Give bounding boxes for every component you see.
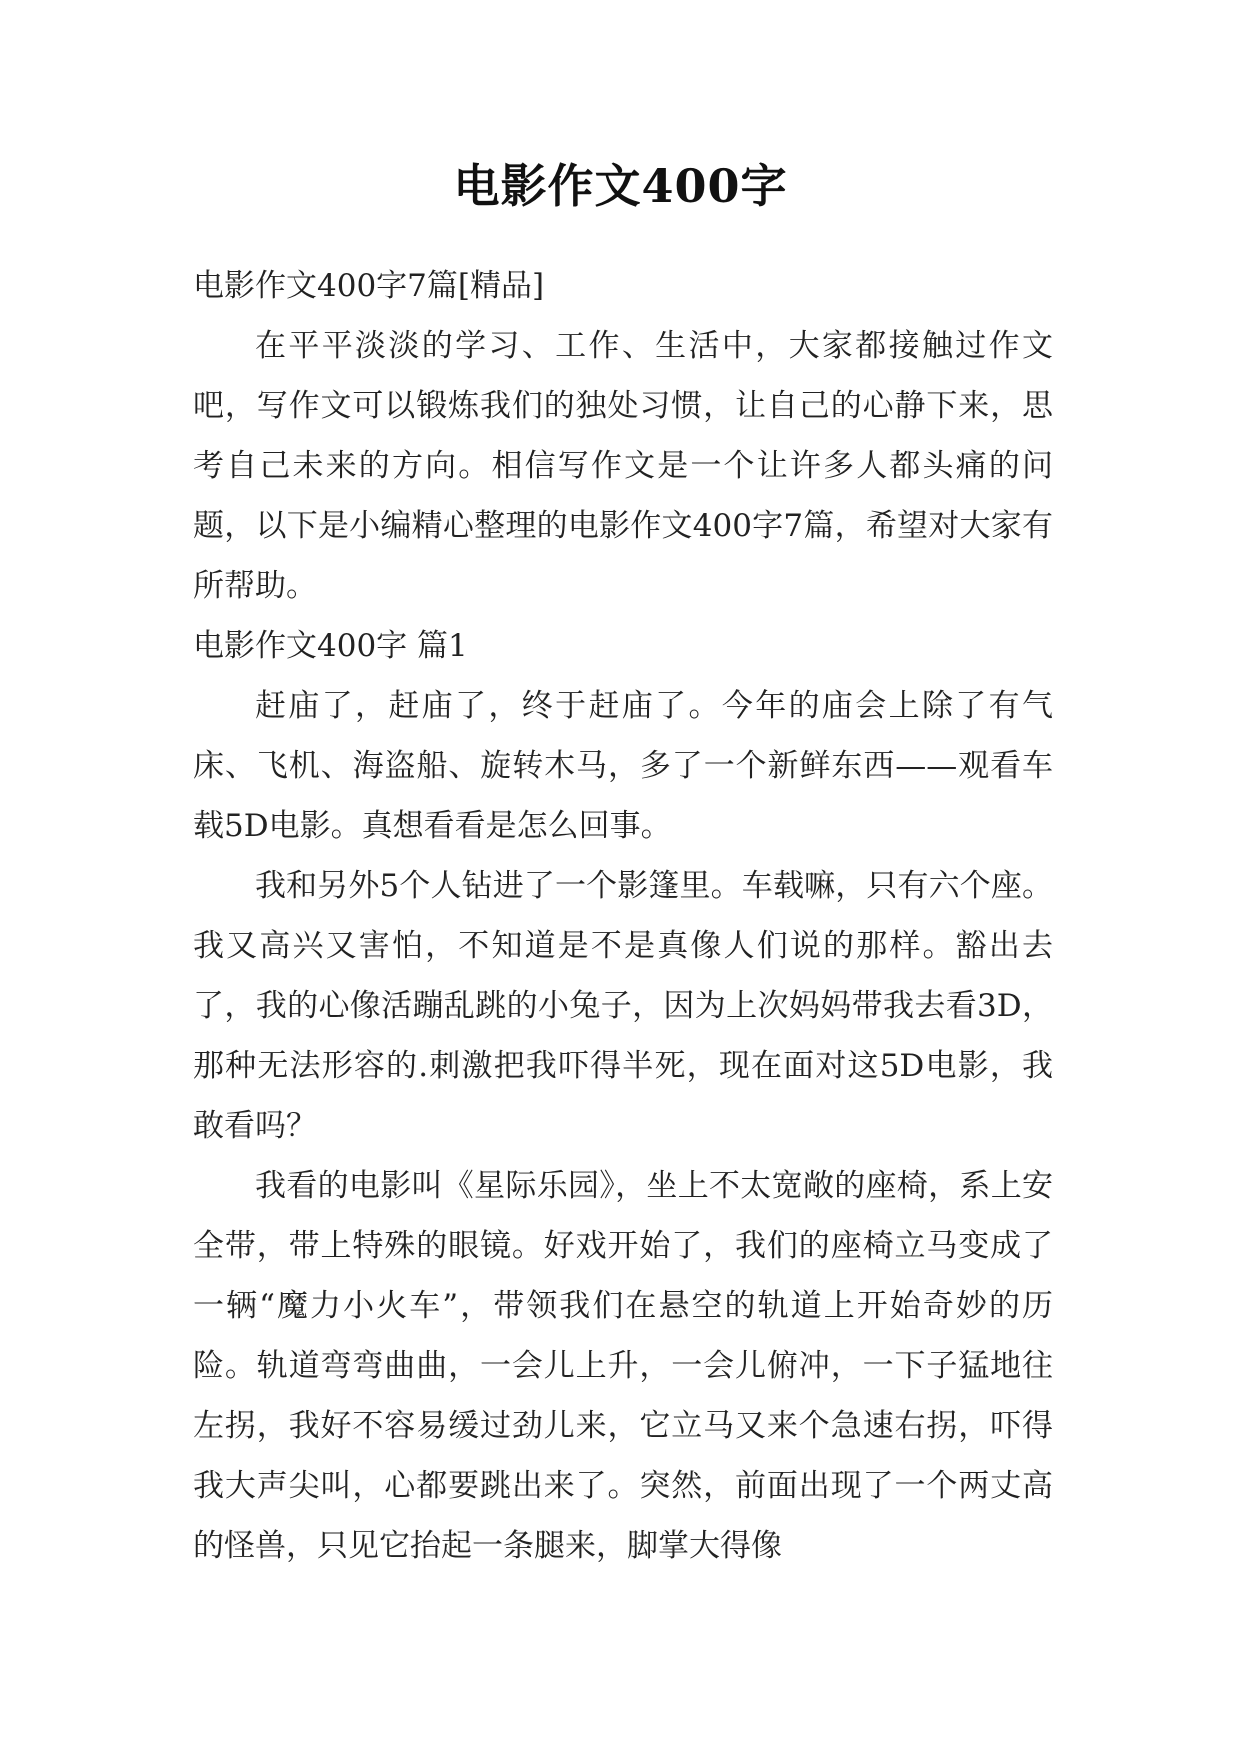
document-subtitle: 电影作文400字7篇[精品] xyxy=(193,268,545,304)
document-title: 电影作文400字 xyxy=(453,159,788,213)
body-paragraph: 赶庙了，赶庙了，终于赶庙了。今年的庙会上除了有气床、飞机、海盗船、旋转木马，多了一个新鲜东西——观看车载5D电影。真想看看是怎么回事。 xyxy=(193,688,1053,844)
intro-paragraph: 在平平淡淡的学习、工作、生活中，大家都接触过作文吧，写作文可以锻炼我们的独处习惯，让自己的心静下来，思考自己未来的方向。相信写作文是一个让许多人都头痛的问题，以下是小编精心整理的电影作文400字7篇，希望对大家有所帮助。 xyxy=(193,328,1053,604)
body-paragraph: 我看的电影叫《星际乐园》，坐上不太宽敞的座椅，系上安全带，带上特殊的眼镜。好戏开始了，我们的座椅立马变成了一辆“魔力小火车”，带领我们在悬空的轨道上开始奇妙的历险。轨道弯弯曲曲，一会儿上升，一会儿俯冲，一下子猛地往左拐，我好不容易缓过劲儿来，它立马又来个急速右拐，吓得我大声尖叫，心都要跳出来了。突然，前面出现了一个两丈高的怪兽，只见它抬起一条腿来，脚掌大得像 xyxy=(193,1168,1053,1564)
section-heading: 电影作文400字 篇1 xyxy=(193,628,468,664)
body-paragraph: 我和另外5个人钻进了一个影篷里。车载嘛，只有六个座。我又高兴又害怕，不知道是不是真像人们说的那样。豁出去了，我的心像活蹦乱跳的小兔子，因为上次妈妈带我去看3D，那种无法形容的.刺激把我吓得半死，现在面对这5D电影，我敢看吗？ xyxy=(193,868,1053,1144)
document-body xyxy=(193,256,1053,1576)
